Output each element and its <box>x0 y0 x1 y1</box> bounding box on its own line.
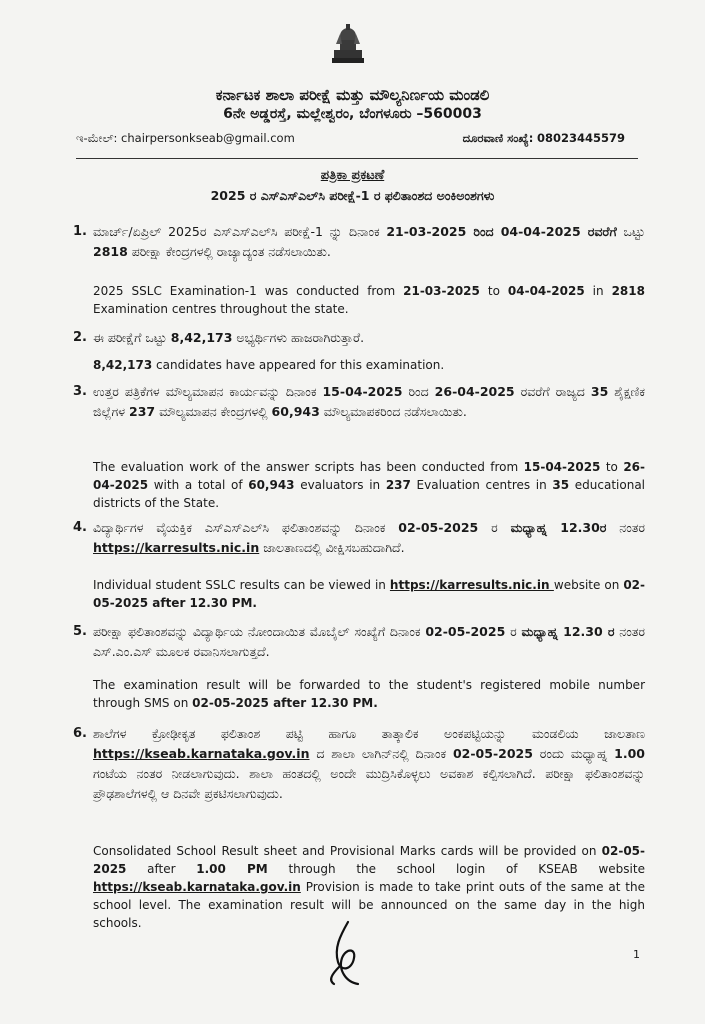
item-1-english: 2025 SSLC Examination-1 was conducted from 21-03-2025 to 04-04-2025 in 2818 Examination centres throughout the state. <box>93 284 645 316</box>
press-release-title: ಪತ್ರಿಕಾ ಪ್ರಕಟಣೆ <box>320 168 385 183</box>
state-emblem-icon <box>326 22 370 66</box>
item-4-english: Individual student SSLC results can be viewed in https://karresults.nic.in website on 02-05-2025 after 12.30 PM. <box>93 578 645 610</box>
item-5-english: The examination result will be forwarded to the student's registered mobile number through SMS on 02-05-2025 after 12.30 PM. <box>93 678 645 710</box>
karresults-link[interactable]: https://karresults.nic.in <box>389 578 554 592</box>
item-3-kannada: ಉತ್ತರ ಪತ್ರಿಕೆಗಳ ಮೌಲ್ಯಮಾಪನ ಕಾರ್ಯವನ್ನು ದಿನಾಂಕ 15-04-2025 ರಿಂದ 26-04-2025 ರವರೆಗೆ ರಾಜ್ಯದ 35 ಶೈಕ್ಷಣಿಕ ಜಿಲ್ಲೆಗಳ 237 ಮೌಲ್ಯಮಾಪನ ಕೇಂದ್ರಗಳಲ್ಲಿ 60,943 ಮೌಲ್ಯಮಾಪಕರಿಂದ ನಡೆಸಲಾಯಿತು. <box>93 384 645 419</box>
item-number: 4. <box>73 520 87 535</box>
item-6-english: Consolidated School Result sheet and Provisional Marks cards will be provided on 02-05-2025 after 1.00 PM through the school login of KSEAB website https://kseab.karnataka.gov.in Provision is made to take print outs of the same at the school level. The examination result will be announced on the same day in the high schools. <box>93 844 645 930</box>
item-2-kannada: ಈ ಪರೀಕ್ಷೆಗೆ ಒಟ್ಟು 8,42,173 ಅಭ್ಯರ್ಥಿಗಳು ಹಾಜರಾಗಿರುತ್ತಾರೆ. <box>93 330 365 345</box>
phone-number: 08023445579 <box>536 131 625 145</box>
item-number: 3. <box>73 384 87 399</box>
kseab-link[interactable]: https://kseab.karnataka.gov.in <box>93 746 310 761</box>
item-6-kannada: ಶಾಲೆಗಳ ಕ್ರೋಢೀಕೃತ ಫಲಿತಾಂಶ ಪಟ್ಟಿ ಹಾಗೂ ತಾತ್ಕಾಲಿಕ ಅಂಕಪಟ್ಟಿಯನ್ನು ಮಂಡಲಿಯ ಜಾಲತಾಣ https://kseab.karnataka.gov.in ದ ಶಾಲಾ ಲಾಗಿನ್‌ನಲ್ಲಿ ದಿನಾಂಕ 02-05-2025 ರಂದು ಮಧ್ಯಾಹ್ನ 1.00 ಗಂಟೆಯ ನಂತರ ನೀಡಲಾಗುವುದು. ಶಾಲಾ ಹಂತದಲ್ಲಿ ಅಂದೇ ಮುದ್ರಿಸಿಕೊಳ್ಳಲು ಅವಕಾಶ ಕಲ್ಪಿಸಲಾಗಿದೆ. ಪರೀಕ್ಷಾ ಫಲಿತಾಂಶವನ್ನು ಪ್ರೌಢಶಾಲೆಗಳಲ್ಲಿ ಆ ದಿನವೇ ಪ್ರಕಟಿಸಲಾಗುವುದು. <box>93 726 645 801</box>
board-name: ಕರ್ನಾಟಕ ಶಾಲಾ ಪರೀಕ್ಷೆ ಮತ್ತು ಮೌಲ್ಯನಿರ್ಣಯ ಮಂಡಲಿ <box>215 86 490 104</box>
board-address: 6ನೇ ಅಡ್ಡರಸ್ತೆ, ಮಲ್ಲೇಶ್ವರಂ, ಬೆಂಗಳೂರು –560003 <box>223 106 482 122</box>
kseab-link[interactable]: https://kseab.karnataka.gov.in <box>93 880 301 894</box>
item-5-kannada: ಪರೀಕ್ಷಾ ಫಲಿತಾಂಶವನ್ನು ವಿದ್ಯಾರ್ಥಿಯ ನೋಂದಾಯಿತ ಮೊಬೈಲ್ ಸಂಖ್ಯೆಗೆ ದಿನಾಂಕ 02-05-2025 ರ ಮಧ್ಯಾಹ್ನ 12.30 ರ ನಂತರ ಎಸ್.ಎಂ.ಎಸ್ ಮೂಲಕ ರವಾನಿಸಲಾಗುತ್ತದೆ. <box>93 624 645 659</box>
phone-line <box>463 131 625 146</box>
item-3-english: The evaluation work of the answer scripts has been conducted from 15-04-2025 to 26-04-2025 with a total of 60,943 evaluators in 237 Evaluation centres in 35 educational districts of the State. <box>93 460 646 510</box>
phone-label: ದೂರವಾಣಿ ಸಂಖ್ಯೆ: <box>462 131 534 145</box>
email-line <box>76 131 295 146</box>
item-number: 5. <box>73 624 87 639</box>
page-number: 1 <box>633 948 640 961</box>
item-number: 6. <box>73 726 87 741</box>
item-4-kannada: ವಿದ್ಯಾರ್ಥಿಗಳ ವೈಯಕ್ತಿಕ ಎಸ್‌ಎಸ್‌ಎಲ್‌ಸಿ ಫಲಿತಾಂಶವನ್ನು ದಿನಾಂಕ 02-05-2025 ರ ಮಧ್ಯಾಹ್ನ 12.30ರ ನಂತರ https://karresults.nic.in ಜಾಲತಾಣದಲ್ಲಿ ವೀಕ್ಷಿಸಬಹುದಾಗಿದೆ. <box>93 520 646 555</box>
item-number: 2. <box>73 330 87 345</box>
karresults-link[interactable]: https://karresults.nic.in <box>93 540 260 555</box>
press-release-subtitle: 2025 ರ ಎಸ್‌ಎಸ್‌ಎಲ್‌ಸಿ ಪರೀಕ್ಷೆ-1 ರ ಫಲಿತಾಂಶದ ಅಂಕಿಅಂಶಗಳು <box>210 188 495 203</box>
item-number: 1. <box>73 224 87 239</box>
header-divider <box>76 158 638 159</box>
signature-icon <box>318 918 378 988</box>
item-1-kannada: ಮಾರ್ಚ್/ಏಪ್ರಿಲ್ 2025ರ ಎಸ್‌ಎಸ್‌ಎಲ್‌ಸಿ ಪರೀಕ್ಷೆ-1 ನ್ನು ದಿನಾಂಕ 21-03-2025 ರಿಂದ 04-04-2025 ರವರೆಗೆ ಒಟ್ಟು 2818 ಪರೀಕ್ಷಾ ಕೇಂದ್ರಗಳಲ್ಲಿ ರಾಜ್ಯಾದ್ಯಂತ ನಡೆಸಲಾಯಿತು. <box>93 224 645 259</box>
email-label: ಇ-ಮೇಲ್: <box>76 131 118 145</box>
email-address: chairpersonkseab@gmail.com <box>121 131 295 145</box>
item-2-english: 8,42,173 candidates have appeared for this examination. <box>93 358 445 372</box>
